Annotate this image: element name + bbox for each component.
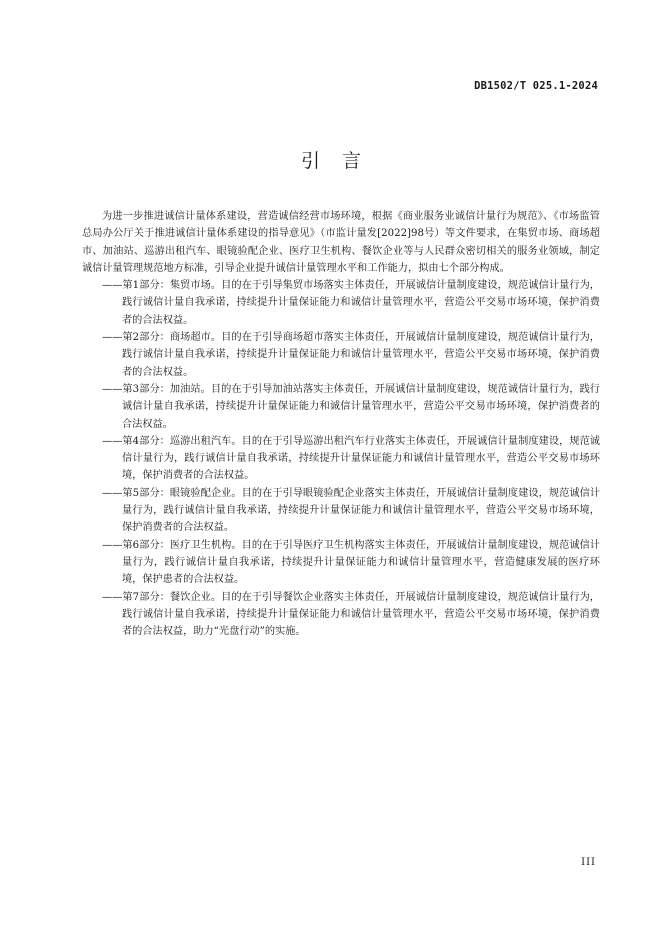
part-item-2: ——第2部分：商场超市。目的在于引导商场超市落实主体责任，开展诚信计量制度建设，规范诚信计量行为，践行诚信计量自我承诺，持续提升计量保证能力和诚信计量管理水平，营造公平交易市场环境，保护消费者的合法权益。	[102, 332, 600, 378]
part-item-5: ——第5部分：眼镜验配企业。目的在于引导眼镜验配企业落实主体责任，开展诚信计量制度建设，规范诚信计量行为，践行诚信计量自我承诺，持续提升计量保证能力和诚信计量管理水平，营造公平交易市场环境，保护消费者的合法权益。	[102, 487, 600, 534]
part-item-4: ——第4部分：巡游出租汽车。目的在于引导巡游出租汽车行业落实主体责任，开展诚信计量制度建设，规范诚信计量行为，践行诚信计量自我承诺，持续提升计量保证能力和诚信计量管理水平，营造公平交易市场环境，保护消费者的合法权益。	[102, 435, 600, 482]
part-item-3: ——第3部分：加油站。目的在于引导加油站落实主体责任，开展诚信计量制度建设，规范诚信计量行为，践行诚信计量自我承诺，持续提升计量保证能力和诚信计量管理水平，营造公平交易市场环境，保护消费者的合法权益。	[102, 383, 600, 430]
part-item-1: ——第1部分：集贸市场。目的在于引导集贸市场落实主体责任，开展诚信计量制度建设，规范诚信计量行为，践行诚信计量自我承诺，持续提升计量保证能力和诚信计量管理水平，营造公平交易市场环境，保护消费者的合法权益。	[102, 280, 600, 326]
page-title: 引言	[300, 150, 383, 172]
part-item-6: ——第6部分：医疗卫生机构。目的在于引导医疗卫生机构落实主体责任，开展诚信计量制度建设，规范诚信计量行为，践行诚信计量自我承诺，持续提升计量保证能力和诚信计量管理水平，营造健康发展的医疗环境，保护患者的合法权益。	[102, 539, 600, 586]
page-number: III	[581, 857, 596, 868]
intro-paragraph: 为进一步推进诚信计量体系建设，营造诚信经营市场环境，根据《商业服务业诚信计量行为规范》、《市场监管总局办公厅关于推进诚信计量体系建设的指导意见》（市监计量发[2022]98号）等文件要求，在集贸市场、商场超市、加油站、巡游出租汽车、眼镜验配企业、医疗卫生机构、餐饮企业等与人民群众密切相关的服务业领域，制定诚信计量管理规范地方标准，引导企业提升诚信计量管理水平和工作能力，拟由七个部分构成。	[82, 211, 600, 274]
part-item-7: ——第7部分：餐饮企业。目的在于引导餐饮企业落实主体责任，开展诚信计量制度建设，规范诚信计量行为，践行诚信计量自我承诺，持续提升计量保证能力和诚信计量管理水平，营造公平交易市场环境，保护消费者的合法权益，助力“光盘行动”的实施。	[102, 591, 600, 638]
document-code: DB1502/T 025.1-2024	[474, 80, 598, 92]
document-body	[82, 208, 600, 640]
